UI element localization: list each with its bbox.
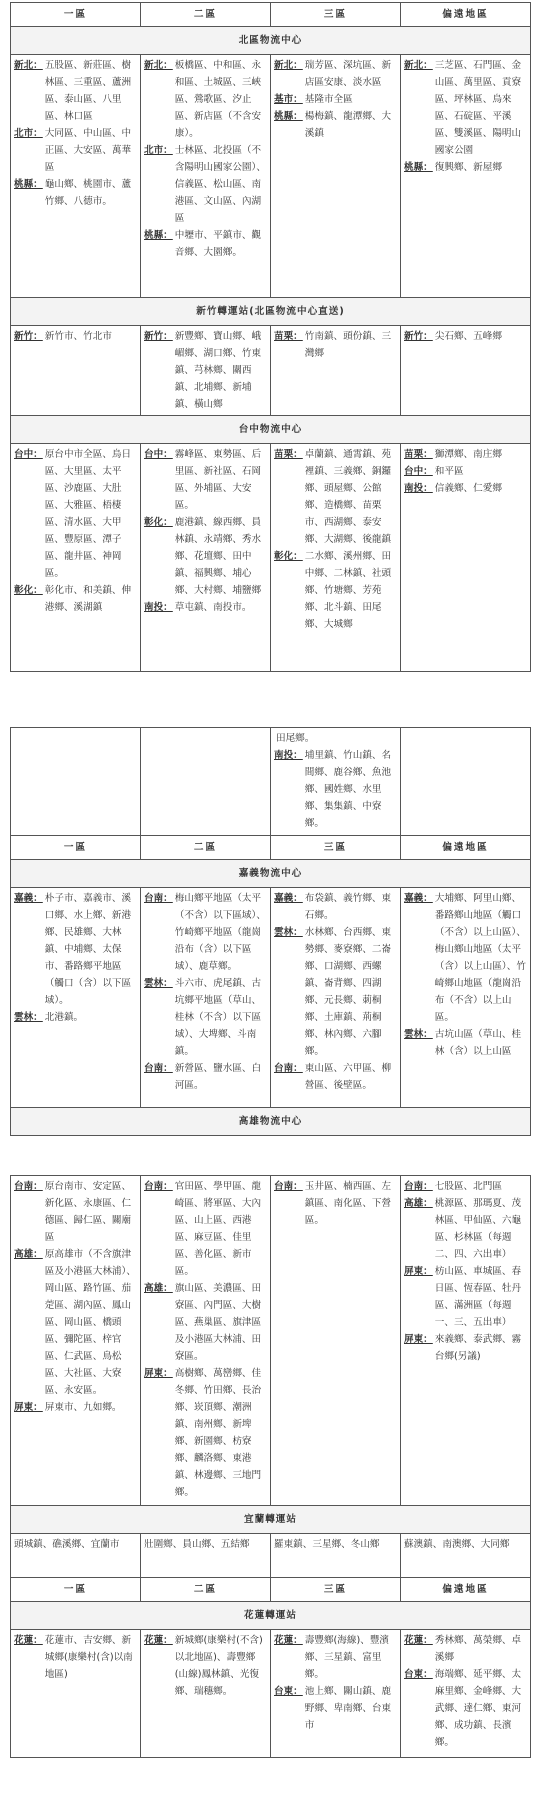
district-list: 獅潭鄉、南庄鄉 <box>434 449 502 460</box>
county-label: 南投： <box>274 750 303 761</box>
district-list: 復興鄉、新屋鄉 <box>434 162 502 173</box>
section-title-hsinchu: 新竹轉運站(北區物流中心直送) <box>11 298 531 326</box>
south-east-table <box>10 1175 531 1758</box>
zone-cell <box>141 1630 271 1758</box>
zone-cell <box>141 326 271 416</box>
zone-cell <box>271 1176 401 1506</box>
header-row <box>11 3 531 27</box>
zone-cell <box>141 1176 271 1506</box>
chiayi-row <box>11 888 531 1108</box>
col-header: 三區 <box>271 3 401 27</box>
col-header: 二區 <box>141 1578 271 1602</box>
district-list: 彰化市、和美鎮、伸港鄉、溪湖鎮 <box>44 585 132 613</box>
empty-cell <box>11 728 141 836</box>
taichung-row <box>11 444 531 672</box>
district-list: 五股區、新莊區、樹林區、三重區、蘆洲區、泰山區、八里區、林口區 <box>44 60 132 122</box>
county-label: 花蓮： <box>14 1635 43 1646</box>
zone-cell <box>11 444 141 672</box>
district-list: 新竹市、竹北市 <box>44 331 112 342</box>
continuation-row <box>11 728 531 836</box>
district-list: 桃源區、那瑪夏、茂林區、甲仙區、六龜區、杉林區（每週二、四、六出車） <box>434 1198 522 1260</box>
district-list: 竹南鎮、頭份鎮、三灣鄉 <box>304 331 392 359</box>
district-list: 大同區、中山區、中正區、大安區、萬華區 <box>44 128 132 173</box>
district-list: 埔里鎮、竹山鎮、名間鄉、鹿谷鄉、魚池鄉、國姓鄉、水里鄉、集集鎮、中寮鄉。 <box>304 750 392 829</box>
district-list: 來義鄉、泰武鄉、霧台鄉(另議) <box>434 1334 522 1362</box>
county-label: 雲林： <box>274 927 303 938</box>
district-list: 花蓮市、吉安鄉、新城鄉(康樂村(含)以南地區) <box>44 1635 133 1680</box>
county-label: 嘉義： <box>14 893 43 904</box>
district-list: 水林鄉、台西鄉、東勢鄉、麥寮鄉、二崙鄉、口湖鄉、西螺鎮、崙背鄉、四湖鄉、元長鄉、莿桐鄉、土庫鎮、荊桐鄉、林內鄉、六腳鄉。 <box>304 927 392 1057</box>
county-label: 苗栗： <box>404 449 433 460</box>
district-list: 東山區、六甲區、柳營區、後壁區。 <box>304 1063 392 1091</box>
district-list: 玉井區、楠西區、左鎮區、南化區、下營區。 <box>304 1181 392 1226</box>
district-list: 草屯鎮、南投市。 <box>174 602 252 613</box>
zone-cell <box>401 888 531 1108</box>
county-label: 屏東： <box>14 1402 43 1413</box>
district-list: 原台南市、安定區、新化區、永康區、仁德區、歸仁區、關廟區 <box>44 1181 132 1243</box>
county-label: 南投： <box>404 483 433 494</box>
county-label: 基市： <box>274 94 303 105</box>
county-label: 苗栗： <box>274 449 303 460</box>
district-list: 布袋鎮、義竹鄉、東石鄉。 <box>304 893 392 921</box>
empty-cell <box>141 728 271 836</box>
section-title-hualien: 花蓮轉運站 <box>11 1602 531 1630</box>
district-list: 梅山鄉平地區（太平（不含）以下區域）、竹崎鄉平地區（龍崗沿布（含）以下區域）、鹿草鄉。 <box>174 893 266 972</box>
yilan-row <box>11 1534 531 1578</box>
section-title-taichung: 台中物流中心 <box>11 416 531 444</box>
county-label: 嘉義： <box>274 893 303 904</box>
county-label: 花蓮： <box>404 1635 433 1646</box>
county-label: 台南： <box>404 1181 433 1192</box>
district-list: 信義鄉、仁愛鄉 <box>434 483 502 494</box>
zone-cell <box>11 326 141 416</box>
district-list: 新營區、鹽水區、白河區。 <box>174 1063 262 1091</box>
section-title-north: 北區物流中心 <box>11 27 531 55</box>
district-list: 基隆市全區 <box>304 94 353 105</box>
county-label: 新北： <box>14 60 43 71</box>
zone-cell <box>11 55 141 298</box>
zone-cell <box>271 888 401 1108</box>
district-list: 秀林鄉、萬榮鄉、卓溪鄉 <box>434 1635 522 1663</box>
county-label: 彰化： <box>274 551 303 562</box>
district-list: 旗山區、美濃區、田寮區、內門區、大樹區、燕巢區、旗津區及小港區大林浦、田寮區。 <box>174 1283 262 1362</box>
county-label: 屏東： <box>404 1334 433 1345</box>
district-list: 七股區、北門區 <box>434 1181 502 1192</box>
district-list: 屏東市、九如鄉。 <box>44 1402 122 1413</box>
col-header: 三區 <box>271 836 401 860</box>
county-label: 台南： <box>144 1063 173 1074</box>
county-label: 台中： <box>144 449 173 460</box>
section-title-kaohsiung: 高雄物流中心 <box>11 1108 531 1136</box>
county-label: 台中： <box>14 449 43 460</box>
county-label: 新北： <box>274 60 303 71</box>
district-list: 龜山鄉、桃園市、蘆竹鄉、八德市。 <box>44 179 132 207</box>
county-label: 雲林： <box>144 978 173 989</box>
county-label: 高雄： <box>404 1198 433 1209</box>
empty-cell <box>401 728 531 836</box>
district-list: 二水鄉、溪州鄉、田中鄉、二林鎮、社頭鄉、竹塘鄉、芳苑鄉、北斗鎮、田尾鄉、大城鄉 <box>304 551 392 630</box>
district-list: 霧峰區、東勢區、后里區、新社區、石岡區、外埔區、大安區。 <box>174 449 262 511</box>
north-central-table <box>10 2 531 672</box>
county-label: 北市： <box>14 128 43 139</box>
district-list: 高樹鄉、萬巒鄉、佳冬鄉、竹田鄉、長治鄉、崁頂鄉、潮洲鎮、南州鄉、新埤鄉、新園鄉、枋寮鄉、麟洛鄉、東港鎮、林邊鄉、三地門鄉。 <box>174 1368 262 1498</box>
district-list: 池上鄉、關山鎮、鹿野鄉、卑南鄉、台東市 <box>304 1686 392 1731</box>
zone-cell: 壯圍鄉、員山鄉、五結鄉 <box>141 1534 271 1578</box>
col-header: 偏遠地區 <box>401 836 531 860</box>
district-list: 鹿港鎮、線西鄉、員林鎮、永靖鄉、秀水鄉、花壇鄉、田中鎮、福興鄉、埔心鄉、大村鄉、埔鹽鄉 <box>174 517 262 596</box>
district-list: 古坑山區（草山、桂林（含）以上山區 <box>434 1029 522 1057</box>
district-list: 原高雄市（不含旗津區及小港區大林浦）、岡山區、路竹區、茄萣區、湖內區、鳳山區、岡山區、橋頭區、彌陀區、梓官區、仁武區、鳥松區、大社區、大寮區、永安區。 <box>44 1249 136 1396</box>
district-list: 斗六市、虎尾鎮、古坑鄉平地區（草山、桂林（不含）以下區域）、大埤鄉、斗南鎮。 <box>174 978 262 1057</box>
col-header: 二區 <box>141 3 271 27</box>
zone-cell <box>141 444 271 672</box>
col-header: 偏遠地區 <box>401 3 531 27</box>
north-row <box>11 55 531 298</box>
block-3 <box>10 1175 531 1797</box>
county-label: 新北： <box>144 60 173 71</box>
block-1 <box>10 2 531 692</box>
county-label: 台東： <box>404 1669 433 1680</box>
district-list: 士林區、北投區（不含陽明山國家公園）、信義區、松山區、南港區、文山區、內湖區 <box>174 145 266 224</box>
zone-cell <box>271 326 401 416</box>
county-label: 台南： <box>144 893 173 904</box>
col-header: 一區 <box>11 836 141 860</box>
zone-cell <box>401 1630 531 1758</box>
county-label: 台南： <box>274 1063 303 1074</box>
col-header: 一區 <box>11 1578 141 1602</box>
county-label: 新北： <box>404 60 433 71</box>
county-label: 屏東： <box>144 1368 173 1379</box>
zone-cell: 羅東鎮、三星鄉、冬山鄉 <box>271 1534 401 1578</box>
county-label: 屏東： <box>404 1266 433 1277</box>
county-label: 雲林： <box>404 1029 433 1040</box>
zone-cell <box>271 55 401 298</box>
county-label: 花蓮： <box>144 1635 173 1646</box>
zone-cell <box>401 444 531 672</box>
col-header: 偏遠地區 <box>401 1578 531 1602</box>
county-label: 北市： <box>144 145 173 156</box>
district-list: 卓蘭鎮、通霄鎮、苑裡鎮、三義鄉、銅鑼鄉、頭屋鄉、公館鄉、造橋鄉、苗栗市、西湖鄉、泰安鄉、大湖鄉、後龍鎮 <box>304 449 392 545</box>
hualien-row <box>11 1630 531 1758</box>
header-row <box>11 836 531 860</box>
district-list: 楊梅鎮、龍潭鄉、大溪鎮 <box>304 111 392 139</box>
district-list: 朴子市、嘉義市、溪口鄉、水上鄉、新港鄉、民雄鄉、大林鎮、中埔鄉、太保市、番路鄉平地區（觸口（含）以下區域）。 <box>44 893 132 1006</box>
zone-cell <box>271 728 401 836</box>
col-header: 一區 <box>11 3 141 27</box>
county-label: 台南： <box>274 1181 303 1192</box>
county-label: 台中： <box>404 466 433 477</box>
district-list: 大埔鄉、阿里山鄉、番路鄉山地區（觸口（不含）以上山區）、梅山鄉山地區（太平（含）以上山區）、竹崎鄉山地區（龍崗沿布（不含）以上山區。 <box>434 893 526 1023</box>
col-header: 三區 <box>271 1578 401 1602</box>
zone-cell: 蘇澳鎮、南澳鄉、大同鄉 <box>401 1534 531 1578</box>
county-label: 花蓮： <box>274 1635 303 1646</box>
zone-cell <box>401 55 531 298</box>
zone-cell <box>11 1176 141 1506</box>
header-row <box>11 1578 531 1602</box>
county-label: 新竹： <box>404 331 433 342</box>
district-list: 海端鄉、延平鄉、太麻里鄉、金峰鄉、大武鄉、達仁鄉、東河鄉、成功鎮、長濱鄉。 <box>434 1669 522 1748</box>
section-title-yilan: 宜蘭轉運站 <box>11 1506 531 1534</box>
zone-cell <box>11 888 141 1108</box>
district-list: 新城鄉(康樂村(不含)以北地區)、壽豐鄉(山線)鳳林鎮、光復鄉、瑞穗鄉。 <box>174 1635 263 1697</box>
col-header: 二區 <box>141 836 271 860</box>
zone-cell <box>271 444 401 672</box>
zone-cell <box>11 1630 141 1758</box>
zone-cell <box>401 326 531 416</box>
district-list: 三芝區、石門區、金山區、萬里區、貢寮區、坪林區、烏來區、石碇區、平溪區、雙溪區、陽明山國家公園 <box>434 60 522 156</box>
county-label: 彰化： <box>144 517 173 528</box>
county-label: 高雄： <box>144 1283 173 1294</box>
county-label: 桃縣： <box>14 179 43 190</box>
county-label: 彰化： <box>14 585 43 596</box>
district-list: 中壢市、平鎮市、觀音鄉、大園鄉。 <box>174 230 262 258</box>
hsinchu-row <box>11 326 531 416</box>
county-label: 新竹： <box>14 331 43 342</box>
district-list: 原台中市全區、烏日區、大里區、太平區、沙鹿區、大肚區、大雅區、梧棲區、清水區、大甲區、豐原區、潭子區、龍井區、神岡區。 <box>44 449 132 579</box>
zone-cell: 頭城鎮、礁溪鄉、宜蘭市 <box>11 1534 141 1578</box>
county-label: 台南： <box>144 1181 173 1192</box>
county-label: 南投： <box>144 602 173 613</box>
district-list: 壽豐鄉(海線)、豐濱鄉、三星鎮、富里鄉。 <box>304 1635 390 1680</box>
district-list: 尖石鄉、五峰鄉 <box>434 331 502 342</box>
county-label: 高雄： <box>14 1249 43 1260</box>
county-label: 嘉義： <box>404 893 433 904</box>
district-list: 瑞芳區、深坑區、新店區安康、淡水區 <box>304 60 392 88</box>
district-list: 官田區、學甲區、龍崎區、將軍區、大內區、山上區、西港區、麻豆區、佳里區、善化區、新市區。 <box>174 1181 262 1277</box>
district-list: 和平區 <box>434 466 464 477</box>
district-list: 田尾鄉。 <box>276 733 315 744</box>
chiayi-table <box>10 727 531 1136</box>
district-list: 新豐鄉、寶山鄉、峨嵋鄉、湖口鄉、竹東鎮、芎林鄉、關西鎮、北埔鄉、新埔鎮、橫山鄉 <box>174 331 262 410</box>
county-label: 台東： <box>274 1686 303 1697</box>
district-list: 枋山區、車城區、春日區、恆春區、牡丹區、滿洲區（每週一、三、五出車） <box>434 1266 522 1328</box>
county-label: 桃縣： <box>274 111 303 122</box>
kaohsiung-row <box>11 1176 531 1506</box>
section-title-chiayi: 嘉義物流中心 <box>11 860 531 888</box>
zone-cell <box>141 55 271 298</box>
county-label: 桃縣： <box>404 162 433 173</box>
district-list: 北港鎮。 <box>44 1012 84 1023</box>
district-list: 板橋區、中和區、永和區、土城區、三峽區、鶯歌區、汐止區、新店區（不含安康）。 <box>174 60 262 139</box>
county-label: 新竹： <box>144 331 173 342</box>
zone-cell <box>141 888 271 1108</box>
block-2 <box>10 727 531 1154</box>
zone-cell <box>271 1630 401 1758</box>
county-label: 雲林： <box>14 1012 43 1023</box>
zone-cell <box>401 1176 531 1506</box>
county-label: 桃縣： <box>144 230 173 241</box>
county-label: 台南： <box>14 1181 43 1192</box>
county-label: 苗栗： <box>274 331 303 342</box>
